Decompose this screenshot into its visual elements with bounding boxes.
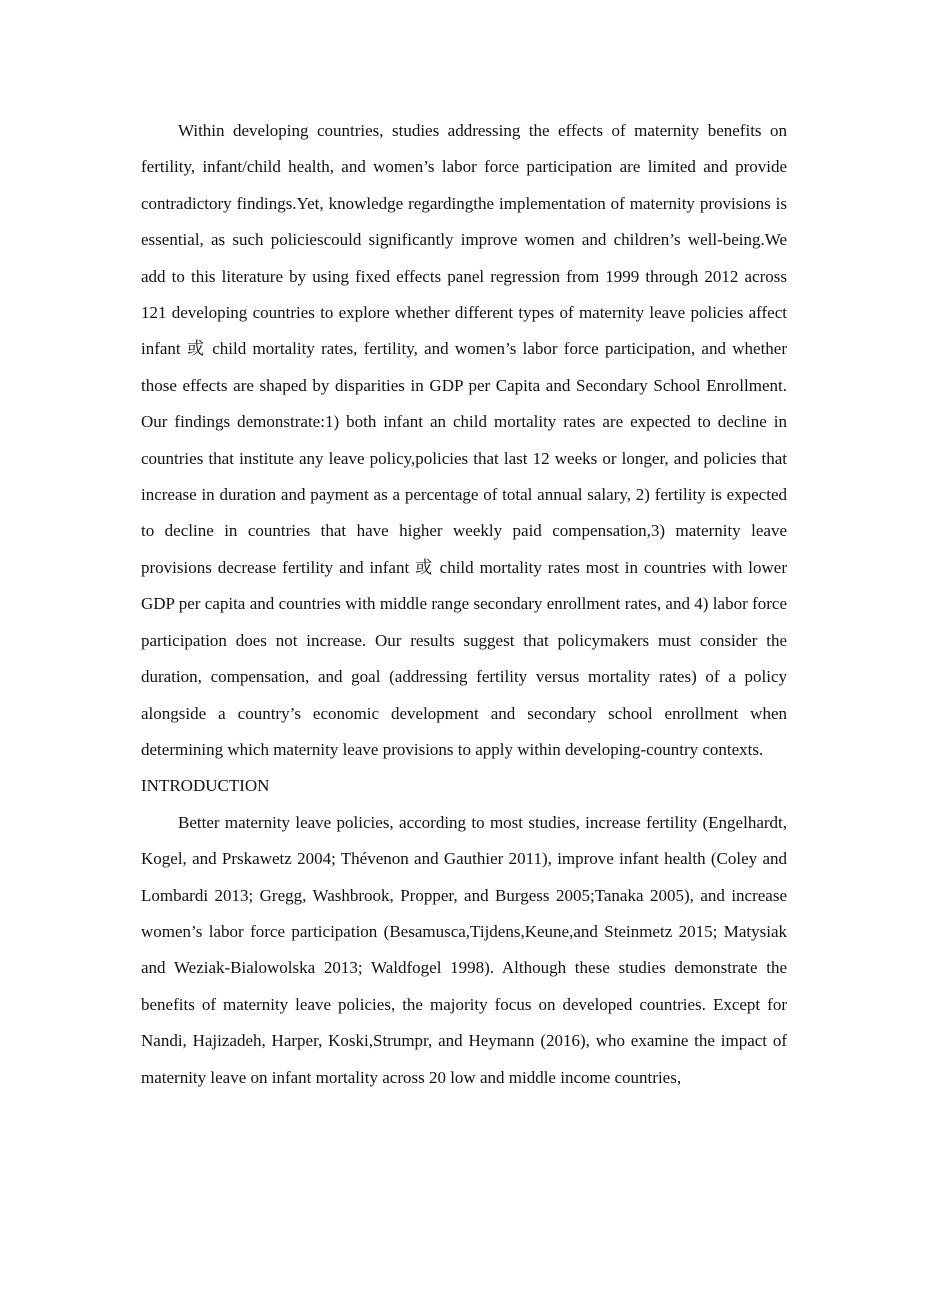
abstract-paragraph: Within developing countries, studies addressing the effects of maternity benefits on fertility, infant/child health, and women’s labor force participation are limited and provide contradictory findings.Yet, knowledge regardingthe implementation of maternity provisions is essential, as such policiescould significantly improve women and children’s well-being.We add to this literature by using fixed effects panel regression from 1999 through 2012 across 121 developing countries to explore whether different types of maternity leave policies affect infant 或 child mortality rates, fertility, and women’s labor force participation, and whether those effects are shaped by disparities in GDP per Capita and Secondary School Enrollment. Our findings demonstrate:1) both infant an child mortality rates are expected to decline in countries that institute any leave policy,policies that last 12 weeks or longer, and policies that increase in duration and payment as a percentage of total annual salary, 2) fertility is expected to decline in countries that have higher weekly paid compensation,3) maternity leave provisions decrease fertility and infant 或 child mortality rates most in countries with lower GDP per capita and countries with middle range secondary enrollment rates, and 4) labor force participation does not increase. Our results suggest that policymakers must consider the duration, compensation, and goal (addressing fertility versus mortality rates) of a policy alongside a country’s economic development and secondary school enrollment when determining which maternity leave provisions to apply within developing-country contexts. bbox=[141, 121, 787, 759]
introduction-heading: INTRODUCTION bbox=[141, 776, 270, 796]
introduction-paragraph: Better maternity leave policies, according to most studies, increase fertility (Engelhardt, Kogel, and Prskawetz 2004; Thévenon and Gauthier 2011), improve infant health (Coley and Lombardi 2013; Gregg, Washbrook, Propper, and Burgess 2005;Tanaka 2005), and increase women’s labor force participation (Besamusca,Tijdens,Keune,and Steinmetz 2015; Matysiak and Weziak-Bialowolska 2013; Waldfogel 1998). Although these studies demonstrate the benefits of maternity leave policies, the majority focus on developed countries. Except for Nandi, Hajizadeh, Harper, Koski,Strumpr, and Heymann (2016), who examine the impact of maternity leave on infant mortality across 20 low and middle income countries, bbox=[141, 812, 787, 1087]
body-text bbox=[141, 113, 787, 1096]
